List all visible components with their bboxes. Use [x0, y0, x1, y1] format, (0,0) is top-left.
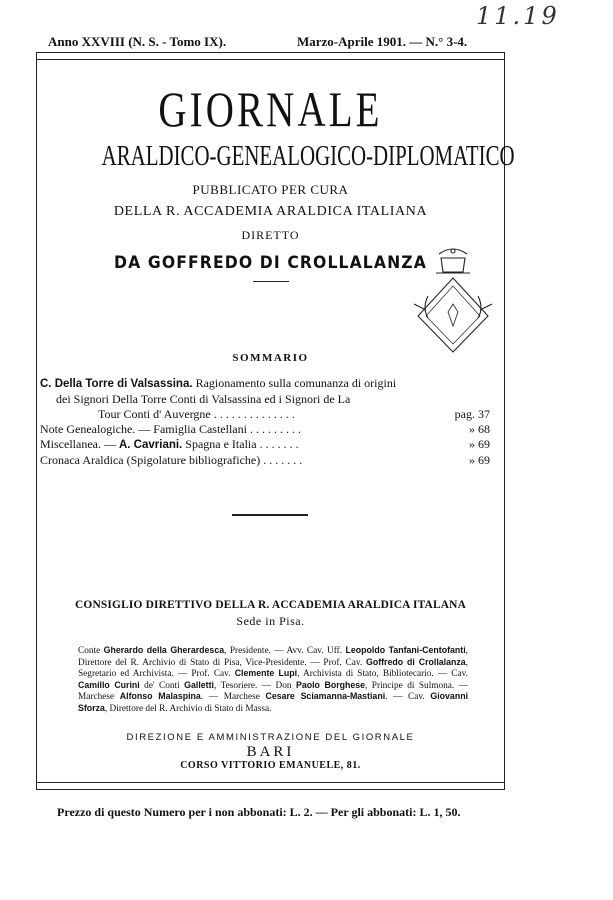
member-name: Paolo Borghese [295, 679, 366, 690]
address-line: CORSO VITTORIO EMANUELE, 81. [180, 760, 361, 771]
section-rule [232, 514, 308, 516]
issue-volume: Anno XXVIII (N. S. - Tomo IX). [48, 34, 227, 49]
list-item [40, 392, 490, 407]
member-name: Camillo Curini [78, 679, 140, 690]
published-by-line: PUBBLICATO PER CURA [192, 182, 349, 197]
issue-date: Marzo-Aprile 1901. — N.° 3-4. [297, 34, 468, 49]
council-seat: Sede in Pisa. [236, 614, 305, 628]
member-name: Leopoldo Tanfani-Centofanti [345, 645, 466, 655]
member-name: Goffredo di Crollalanza [365, 656, 466, 667]
council-heading: CONSIGLIO DIRETTIVO DELLA R. ACCADEMIA ARALDICA ITALANA [74, 597, 467, 611]
toc-title: Ragionamento sulla comunanza di origini [192, 376, 397, 390]
member-name: Clemente Lupi [234, 668, 298, 679]
directed-line: DIRETTO [241, 228, 300, 242]
list-item [40, 376, 490, 392]
toc-author: C. Della Torre di Valsassina. [40, 378, 193, 390]
toc-title-cont: dei Signori Della Torre Conti di Valsassina ed i Signori de La [56, 392, 351, 406]
list-item [40, 453, 490, 468]
city-name: BARI [246, 744, 295, 760]
toc-title: Note Genealogiche. — Famiglia Castellani . . . . . . . . . [40, 422, 301, 436]
academy-line: DELLA R. ACCADEMIA ARALDICA ITALIANA [113, 204, 428, 219]
member-name: Galletti [184, 679, 214, 690]
toc-page: pag. 37 [454, 407, 490, 421]
list-item [40, 422, 490, 437]
table-of-contents [40, 376, 490, 468]
toc-author: A. Cavriani. [118, 439, 183, 451]
journal-subtitle: ARALDICO-GENEALOGICO-DIPLOMATICO [101, 140, 515, 172]
toc-title: Cronaca Araldica (Spigolature bibliografiche) . . . . . . . [40, 453, 303, 467]
journal-title: GIORNALE [158, 81, 383, 137]
toc-page: » 69 [469, 453, 490, 467]
list-item [40, 437, 490, 453]
list-item [40, 407, 490, 422]
member-name: Gherardo della Gherardesca [103, 645, 225, 655]
toc-page: » 69 [469, 437, 490, 451]
editor-line: DA GOFFREDO DI CROLLALANZA [114, 253, 427, 273]
handwritten-note: 11.19 [476, 2, 560, 30]
toc-page: » 68 [469, 422, 490, 436]
short-rule [253, 281, 289, 282]
member-name: Giovanni Sforza [78, 691, 469, 713]
administration-line: DIREZIONE E AMMINISTRAZIONE DEL GIORNALE [126, 732, 415, 743]
heraldic-emblem-icon [408, 246, 498, 356]
toc-title-cont: Tour Conti d' Auvergne . . . . . . . . . . . . . . [98, 407, 295, 421]
price-line: Prezzo di questo Numero per i non abbonati: L. 2. — Per gli abbonati: L. 1, 50. [57, 805, 461, 819]
toc-title: Spagna e Italia . . . . . . . [182, 437, 299, 451]
member-name: Cesare Sciamanna-Mastiani [265, 691, 386, 702]
contents-heading: SOMMARIO [232, 352, 309, 364]
member-name: Alfonso Malaspina [119, 691, 201, 702]
toc-section: Miscellanea. — [40, 437, 119, 451]
council-members: Conte Gherardo della Gherardesca, Presidente. — Avv. Cav. Uff. Leopoldo Tanfani-Centofanti, Direttore del R. Archivio di Stato di Pisa, Vice-Presidente. — Prof. Cav. Goffredo di Crollalanza, Segretario ed Archivista. — Prof. Cav. Clemente Lupi, Archivista di Stato, Bibliotecario. — Cav. Camillo Curini de' Conti Galletti, Tesoriere. — Don Paolo Borghese, Principe di Sulmona. — Marchese Alfonso Malaspina. — Marchese Cesare Sciamanna-Mastiani. — Cav. Giovanni Sforza, Direttore del R. Archivio di Stato di Massa. [78, 645, 469, 714]
